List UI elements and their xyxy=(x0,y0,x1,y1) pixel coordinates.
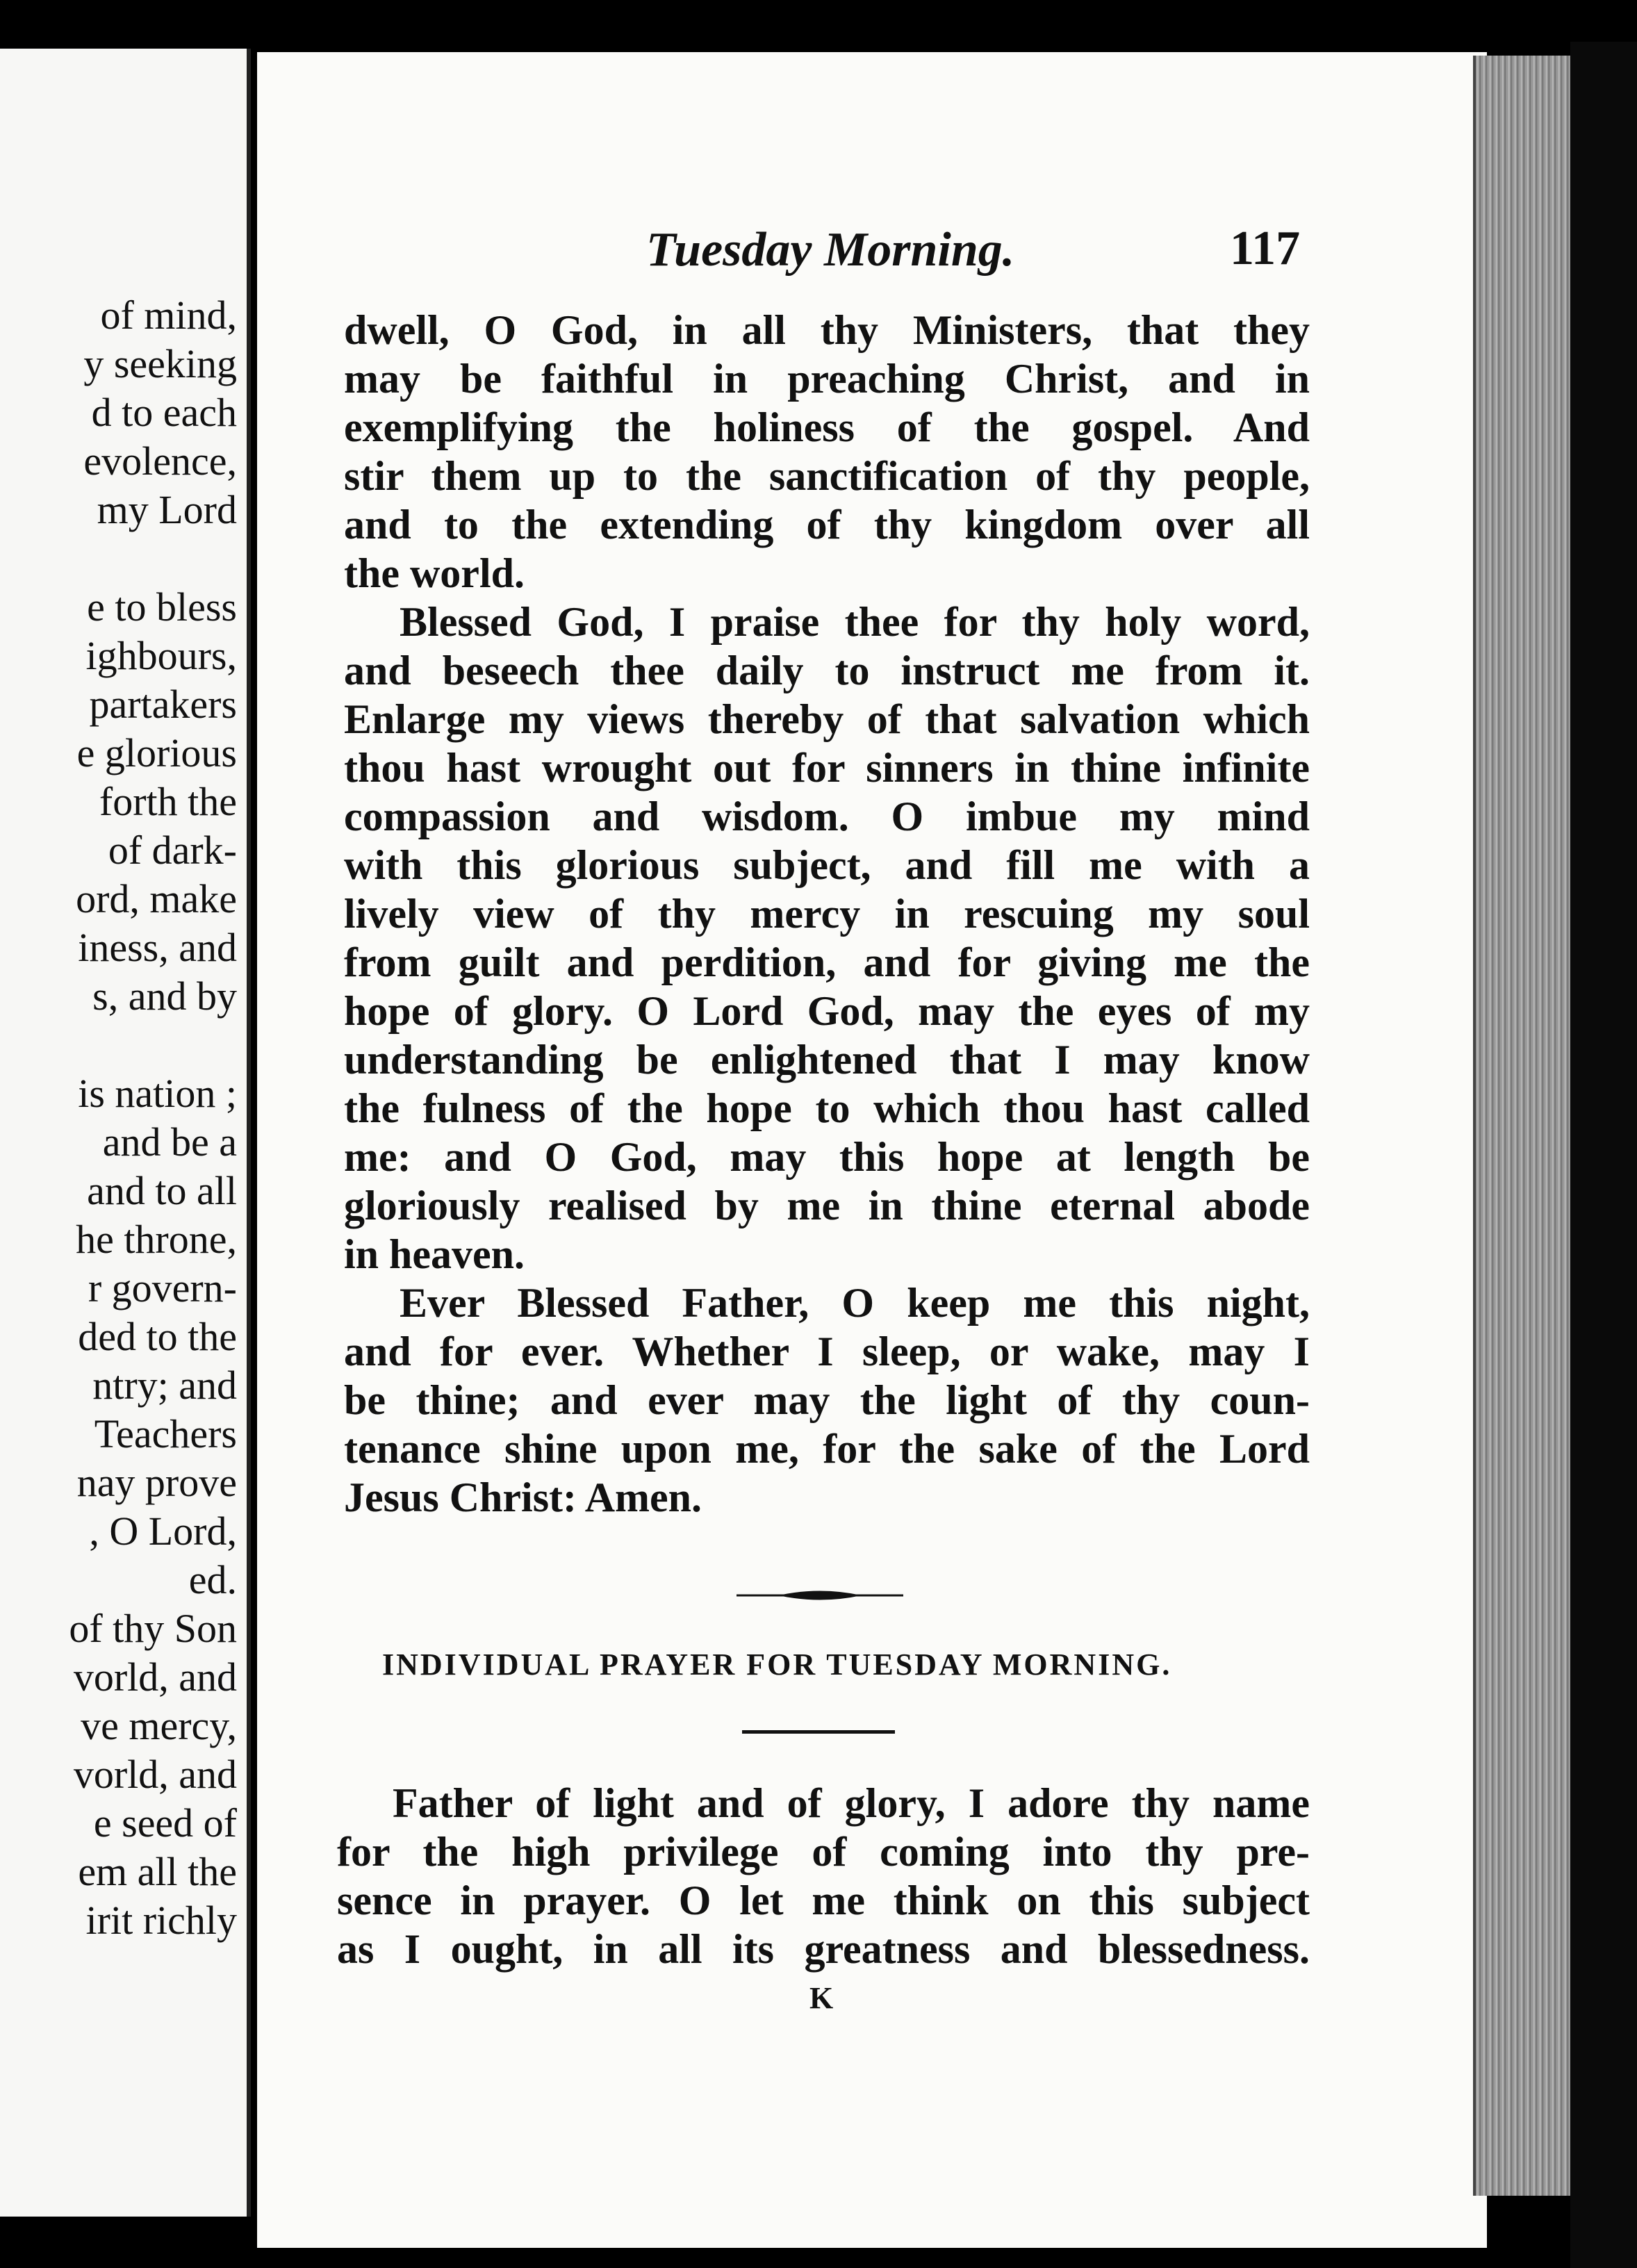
facing-page-line: forth the xyxy=(99,779,237,824)
background-shadow xyxy=(1570,42,1637,2268)
facing-page-line: e seed of xyxy=(93,1800,237,1846)
facing-page-line: e to bless xyxy=(87,584,237,630)
text-line: with this glorious subject, and fill me with a xyxy=(344,842,1310,888)
text-line: the world. xyxy=(344,550,525,596)
text-line: understanding be enlightened that I may know xyxy=(344,1037,1310,1083)
text-line: tenance shine upon me, for the sake of the Lord xyxy=(344,1426,1310,1472)
facing-page-line: vorld, and xyxy=(73,1752,237,1797)
running-head: Tuesday Morning. xyxy=(646,223,1015,277)
facing-page-line: and to all xyxy=(87,1168,237,1213)
facing-page-line: Teachers xyxy=(94,1411,237,1456)
facing-page-line: partakers xyxy=(89,682,237,727)
facing-page-line: of mind, xyxy=(100,293,237,338)
facing-page-line: of dark- xyxy=(108,828,237,873)
facing-page-line: ntry; and xyxy=(92,1363,237,1408)
facing-page-line: my Lord xyxy=(97,487,237,532)
text-line: me: and O God, may this hope at length be xyxy=(344,1134,1310,1180)
text-line: from guilt and perdition, and for giving me the xyxy=(344,939,1310,985)
text-line: compassion and wisdom. O imbue my mind xyxy=(344,794,1310,839)
text-line: Blessed God, I praise thee for thy holy word, xyxy=(400,599,1310,645)
prayer-text xyxy=(344,306,1310,1522)
text-line: be thine; and ever may the light of thy coun- xyxy=(344,1377,1310,1423)
facing-page-line: ed. xyxy=(188,1557,237,1602)
page-edges xyxy=(1473,56,1573,2196)
page-number: 117 xyxy=(1230,222,1301,275)
text-line: for the high privilege of coming into thy pre- xyxy=(337,1829,1310,1875)
facing-page-line: is nation ; xyxy=(78,1071,237,1116)
text-line: hope of glory. O Lord God, may the eyes of my xyxy=(344,988,1310,1034)
individual-prayer-text xyxy=(337,1779,1310,1973)
facing-page xyxy=(0,49,251,2217)
facing-page-line: r govern- xyxy=(88,1265,237,1310)
facing-page-line: iness, and xyxy=(78,925,237,970)
facing-page-line: he throne, xyxy=(76,1217,237,1262)
facing-page-line: vorld, and xyxy=(73,1654,237,1700)
facing-page-line: ded to the xyxy=(78,1314,237,1359)
text-line: dwell, O God, in all thy Ministers, that they xyxy=(344,307,1310,353)
text-line: as I ought, in all its greatness and blessedness. xyxy=(337,1926,1310,1972)
text-line: exemplifying the holiness of the gospel. And xyxy=(344,404,1310,450)
heading-rule xyxy=(742,1730,895,1734)
text-line: and beseech thee daily to instruct me from it. xyxy=(344,648,1310,693)
facing-page-line: y seeking xyxy=(83,341,237,386)
facing-page-line: em all the xyxy=(78,1849,237,1894)
text-line: stir them up to the sanctification of thy people, xyxy=(344,453,1310,499)
text-line: may be faithful in preaching Christ, and in xyxy=(344,356,1310,402)
facing-page-line: ord, make xyxy=(76,876,237,921)
facing-page-line: e glorious xyxy=(76,730,237,775)
facing-page-line: and be a xyxy=(102,1119,237,1165)
text-line: gloriously realised by me in thine eternal abode xyxy=(344,1183,1310,1228)
facing-page-line: irit richly xyxy=(85,1898,237,1943)
text-line: Jesus Christ: Amen. xyxy=(344,1474,702,1520)
text-line: Father of light and of glory, I adore thy name xyxy=(393,1780,1310,1826)
text-line: thou hast wrought out for sinners in thine infinite xyxy=(344,745,1310,791)
facing-page-line: s, and by xyxy=(92,973,237,1019)
text-line: lively view of thy mercy in rescuing my soul xyxy=(344,891,1310,937)
facing-page-line: , O Lord, xyxy=(89,1509,237,1554)
facing-page-line: ighbours, xyxy=(85,633,237,678)
text-line: Ever Blessed Father, O keep me this night, xyxy=(400,1280,1310,1326)
text-line: Enlarge my views thereby of that salvation which xyxy=(344,696,1310,742)
ornament-divider xyxy=(737,1588,903,1603)
signature-mark: K xyxy=(809,1981,834,2015)
text-line: and for ever. Whether I sleep, or wake, may I xyxy=(344,1329,1310,1374)
facing-page-line: evolence, xyxy=(83,438,237,484)
facing-page-line: ve mercy, xyxy=(81,1703,237,1748)
text-line: sence in prayer. O let me think on this subject xyxy=(337,1877,1310,1923)
text-line: in heaven. xyxy=(344,1231,525,1277)
facing-page-line: d to each xyxy=(91,390,237,435)
section-heading: INDIVIDUAL PRAYER FOR TUESDAY MORNING. xyxy=(382,1647,1172,1682)
text-line: the fulness of the hope to which thou hast called xyxy=(344,1085,1310,1131)
text-line: and to the extending of thy kingdom over all xyxy=(344,502,1310,548)
facing-page-line: of thy Son xyxy=(69,1606,237,1651)
facing-page-line: nay prove xyxy=(76,1460,237,1505)
